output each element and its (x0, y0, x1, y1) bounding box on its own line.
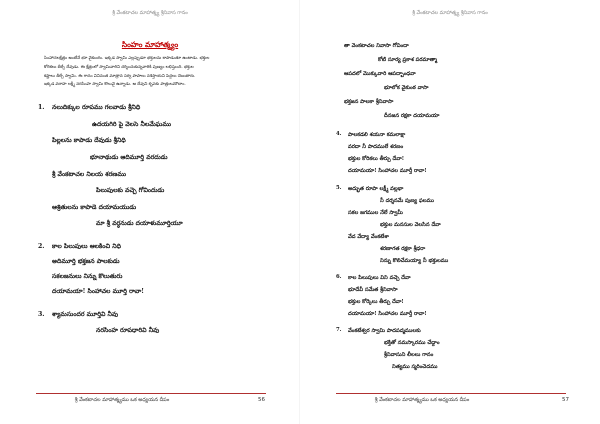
verse-line: శ్యామసుందర మూర్తివి నీవు (52, 311, 119, 318)
intro-line: ఇక్కడ వరాహ లక్ష్మీ నరసింహ స్వామి కొలువై ఉన్నాడు. ఆ దేవుని కృపకు పాత్రులమౌదాం. (44, 81, 186, 87)
footer-rule (336, 393, 566, 394)
verse-line: ఆపదలో మొక్కువారి ఆపద్బాంధవా (344, 71, 416, 77)
verse-line: దయామయా! సింహాచల మూర్తీ రావా! (348, 311, 427, 317)
intro-line: కోరికలు తీర్చే దేవుడు. ఈ క్షేత్రంలో స్వామివారిని దర్శించుకున్నవారికి పుణ్యం లభిస్తుంది. భక్తుల (44, 63, 194, 69)
footer-rule (36, 393, 266, 394)
verse-line: శరణాగత రక్షకా శ్రీధరా (380, 246, 426, 252)
verse-line: సకల జగముల నేలే స్వామీ (348, 210, 403, 216)
verse-line: భక్తజన పాలకా శ్రీనివాసా (344, 99, 394, 105)
verse-line: నరసింహ రూపధారివి నీవు (96, 327, 160, 334)
verse-line: నీ దర్శనమే పుణ్య ఫలము (380, 198, 434, 204)
verse-line: భక్తితో నమస్కారము చేద్దాం (384, 340, 440, 346)
intro-line: కష్టాలు తీర్చే స్వామి. ఈ గానం వినినంత మాత్రాన సర్వ పాపాలు నశిస్తాయని పెద్దలు చెబుతారు. (44, 72, 196, 78)
verse-line: భక్తుల కోర్కెలు తీర్చు దేవా! (348, 299, 404, 305)
verse-line: సకలజనులు నిన్ను కొలుతురు (52, 273, 123, 280)
verse-line: ఆశ్రితులను కాపాడె దయామయుడు (52, 204, 137, 211)
verse-line: తా వెంకటాచల నివాసా గోవిందా (344, 43, 409, 49)
verse-marker: 3. (38, 311, 45, 318)
footer-text: శ్రీ వేంకటాచల మాహాత్మ్యము ఒక అధ్యయన దీపం (74, 397, 170, 403)
verse-line: దీనజన రక్షకా దయామయా (384, 113, 440, 119)
running-header: శ్రీ వేంకటాచల మాహాత్మ్య శ్రీనివాస గానం (412, 10, 488, 16)
verse-line: దయామయా! సింహాచల మూర్తీ రావా! (348, 168, 427, 174)
verse-line: శ్రీ వేంకటాచల నిలయ శరణము (52, 171, 127, 178)
verse-line: నలుదిక్కుల రూపము గలవాడు శ్రీనిధి (52, 104, 141, 111)
verse-line: భక్తుల మనసుల వెలసిన దేవా (380, 222, 441, 228)
page-title: సింహం మాహాత్మ్యం (121, 40, 179, 49)
intro-paragraph (44, 54, 262, 89)
verse-line: అదిమూర్తి భక్తజన పాలకుడు (52, 258, 120, 265)
page-number: 56 (258, 397, 265, 403)
verse-line: వేంకటేశ్వర స్వామి పాదపద్మములకు (348, 328, 421, 334)
verse-line: పాలకడలి శయనా కమలాక్షా (348, 132, 406, 138)
verse-marker: 7. (336, 327, 342, 333)
verse-marker: 2. (38, 243, 45, 250)
verse-line: పిలుపులకు వచ్చె గోవిందుడు (96, 187, 165, 194)
verse-line: భూనాథుడు ఆదిమూర్తి వరదుడు (90, 154, 168, 161)
verse-marker: 5. (336, 185, 342, 191)
right-page (300, 0, 600, 424)
verse-line: నిత్యము స్మరించెదము (392, 364, 438, 370)
page-number: 57 (562, 397, 569, 403)
intro-line: సింహాచలక్షేత్రం అంటేనే భూ వైకుంఠం. ఇక్కడ స్వామి ఎల్లప్పుడూ భక్తులను కాపాడుతూ ఉంటాడు. భక్తుల (44, 55, 210, 60)
verse-line: మా శ్రీ వర్ధనుడు దయాళుమూర్తియూ (96, 220, 183, 227)
verse-line: భక్తుల కోరికలు తీర్చు దేవా! (348, 156, 405, 162)
verse-line: వరదా నీ పాదములే శరణం (348, 144, 404, 150)
verse-marker: 6. (336, 274, 342, 280)
verse-line: శ్రీనివాసుని లీలలు గానం (384, 352, 434, 358)
verse-line: దయామయా! సింహాచల మూర్తి రావా! (52, 288, 144, 295)
verse-line: కాల పిలుపులు ఆలకించి నిధి (52, 243, 121, 250)
verse-line: భూలోక వైకుంఠ వాసా (384, 85, 429, 91)
verse-line: కోటి సూర్య ప్రకాశ పరమాత్మా (378, 57, 437, 63)
verse-line: కాల పిలుపులు విని వచ్చె దేవా (348, 275, 411, 281)
verse-line: నిన్ను కొలిచేమయ్యా నీ భక్తులము (380, 258, 449, 264)
verse-line: అద్భుత రూపా లక్ష్మీ వల్లభా (348, 186, 404, 192)
running-header: శ్రీ వేంకటాచల మాహాత్మ్య శ్రీనివాస గానం (112, 10, 188, 16)
verse-line: పిల్లలను కాపాడు దేవుడు శ్రీనిధి (52, 137, 126, 144)
verse-line: ఉదయగిరి పై వెలసె నీలమేఘము (92, 121, 172, 128)
verse-line: భూదేవీ సమేత శ్రీనివాసా (348, 287, 398, 293)
verse-marker: 1. (38, 104, 45, 111)
footer-text: శ్రీ వేంకటాచల మాహాత్మ్యము ఒక అధ్యయన దీపం (374, 397, 470, 403)
verse-marker: 4. (336, 131, 342, 137)
verse-line: వేద వేద్యా వేంకటేశా (348, 234, 389, 240)
